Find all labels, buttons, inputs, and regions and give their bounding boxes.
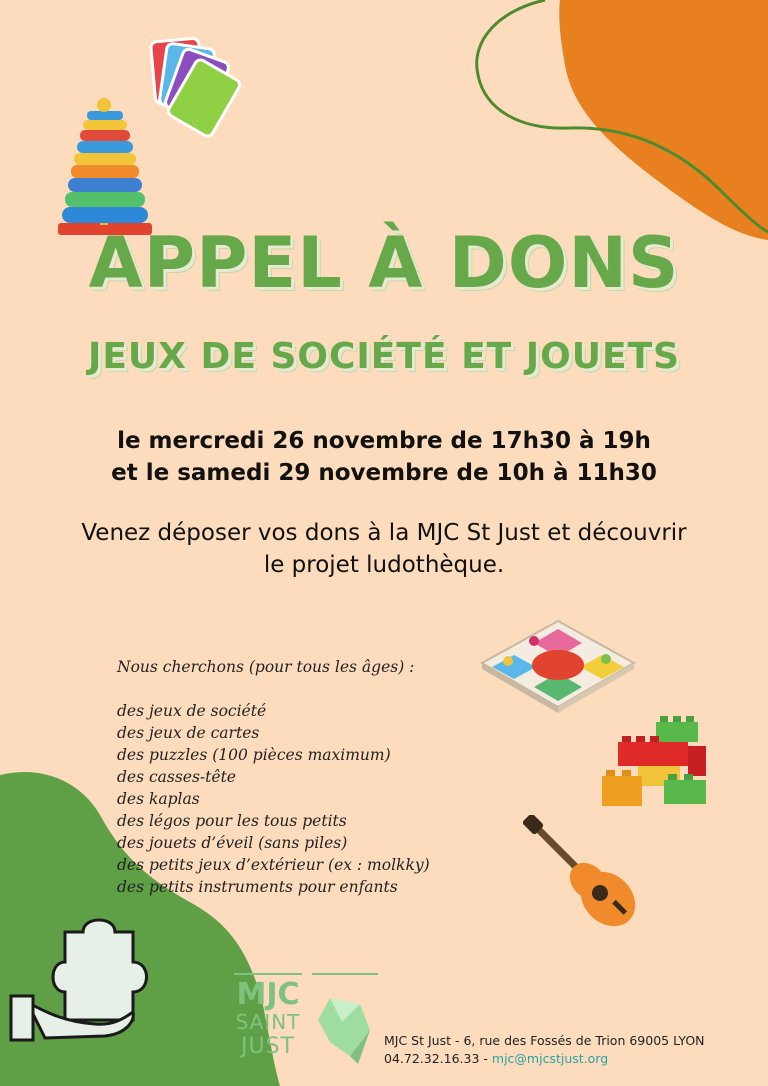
contact-email[interactable]: mjc@mjcstjust.org: [491, 1051, 609, 1066]
contact-separator: -: [479, 1051, 492, 1066]
board-game-icon: [478, 615, 638, 715]
contact-info: [384, 1032, 705, 1068]
puzzle-hand-icon: [5, 912, 175, 1042]
contact-phone: 04.72.32.16.33: [384, 1051, 480, 1066]
event-dates: [0, 425, 768, 489]
logo-line-2: SAINT: [235, 1010, 301, 1034]
wanted-items-list: [117, 656, 430, 898]
intro-text: [0, 517, 768, 581]
logo-line-3: JUST: [241, 1034, 295, 1059]
intro-line-1: Venez déposer vos dons à la MJC St Just et découvrir: [81, 520, 687, 546]
contact-address: MJC St Just - 6, rue des Fossés de Trion 69005 LYON: [384, 1033, 705, 1048]
intro-line-2: le projet ludothèque.: [263, 552, 505, 578]
list-heading: Nous cherchons (pour tous les âges) :: [117, 658, 415, 676]
ring-stacker-icon: [50, 95, 160, 240]
logo-line-1: MJC: [236, 977, 300, 1012]
orange-blob: [559, 0, 768, 240]
list-item: des puzzles (100 pièces maximum): [117, 746, 391, 764]
list-item: des jeux de société: [117, 702, 267, 720]
page-subtitle: JEUX DE SOCIÉTÉ ET JOUETS: [87, 336, 681, 377]
page-title: APPEL À DONS: [88, 222, 680, 304]
list-item: des jouets d’éveil (sans piles): [117, 834, 348, 852]
list-item: des légos pour les tous petits: [117, 812, 347, 830]
mjc-logo: [234, 977, 302, 1060]
date-line-1: le mercredi 26 novembre de 17h30 à 19h: [117, 428, 651, 454]
guitar-icon: [520, 815, 640, 933]
list-item: des jeux de cartes: [117, 724, 260, 742]
date-line-2: et le samedi 29 novembre de 10h à 11h30: [111, 460, 657, 486]
list-item: des casses-tête: [117, 768, 236, 786]
list-item: des petits jeux d’extérieur (ex : molkky): [117, 856, 430, 874]
list-item: des kaplas: [117, 790, 200, 808]
playing-cards-icon: [145, 30, 245, 150]
list-item: des petits instruments pour enfants: [117, 878, 398, 896]
lego-bricks-icon: [598, 712, 710, 812]
